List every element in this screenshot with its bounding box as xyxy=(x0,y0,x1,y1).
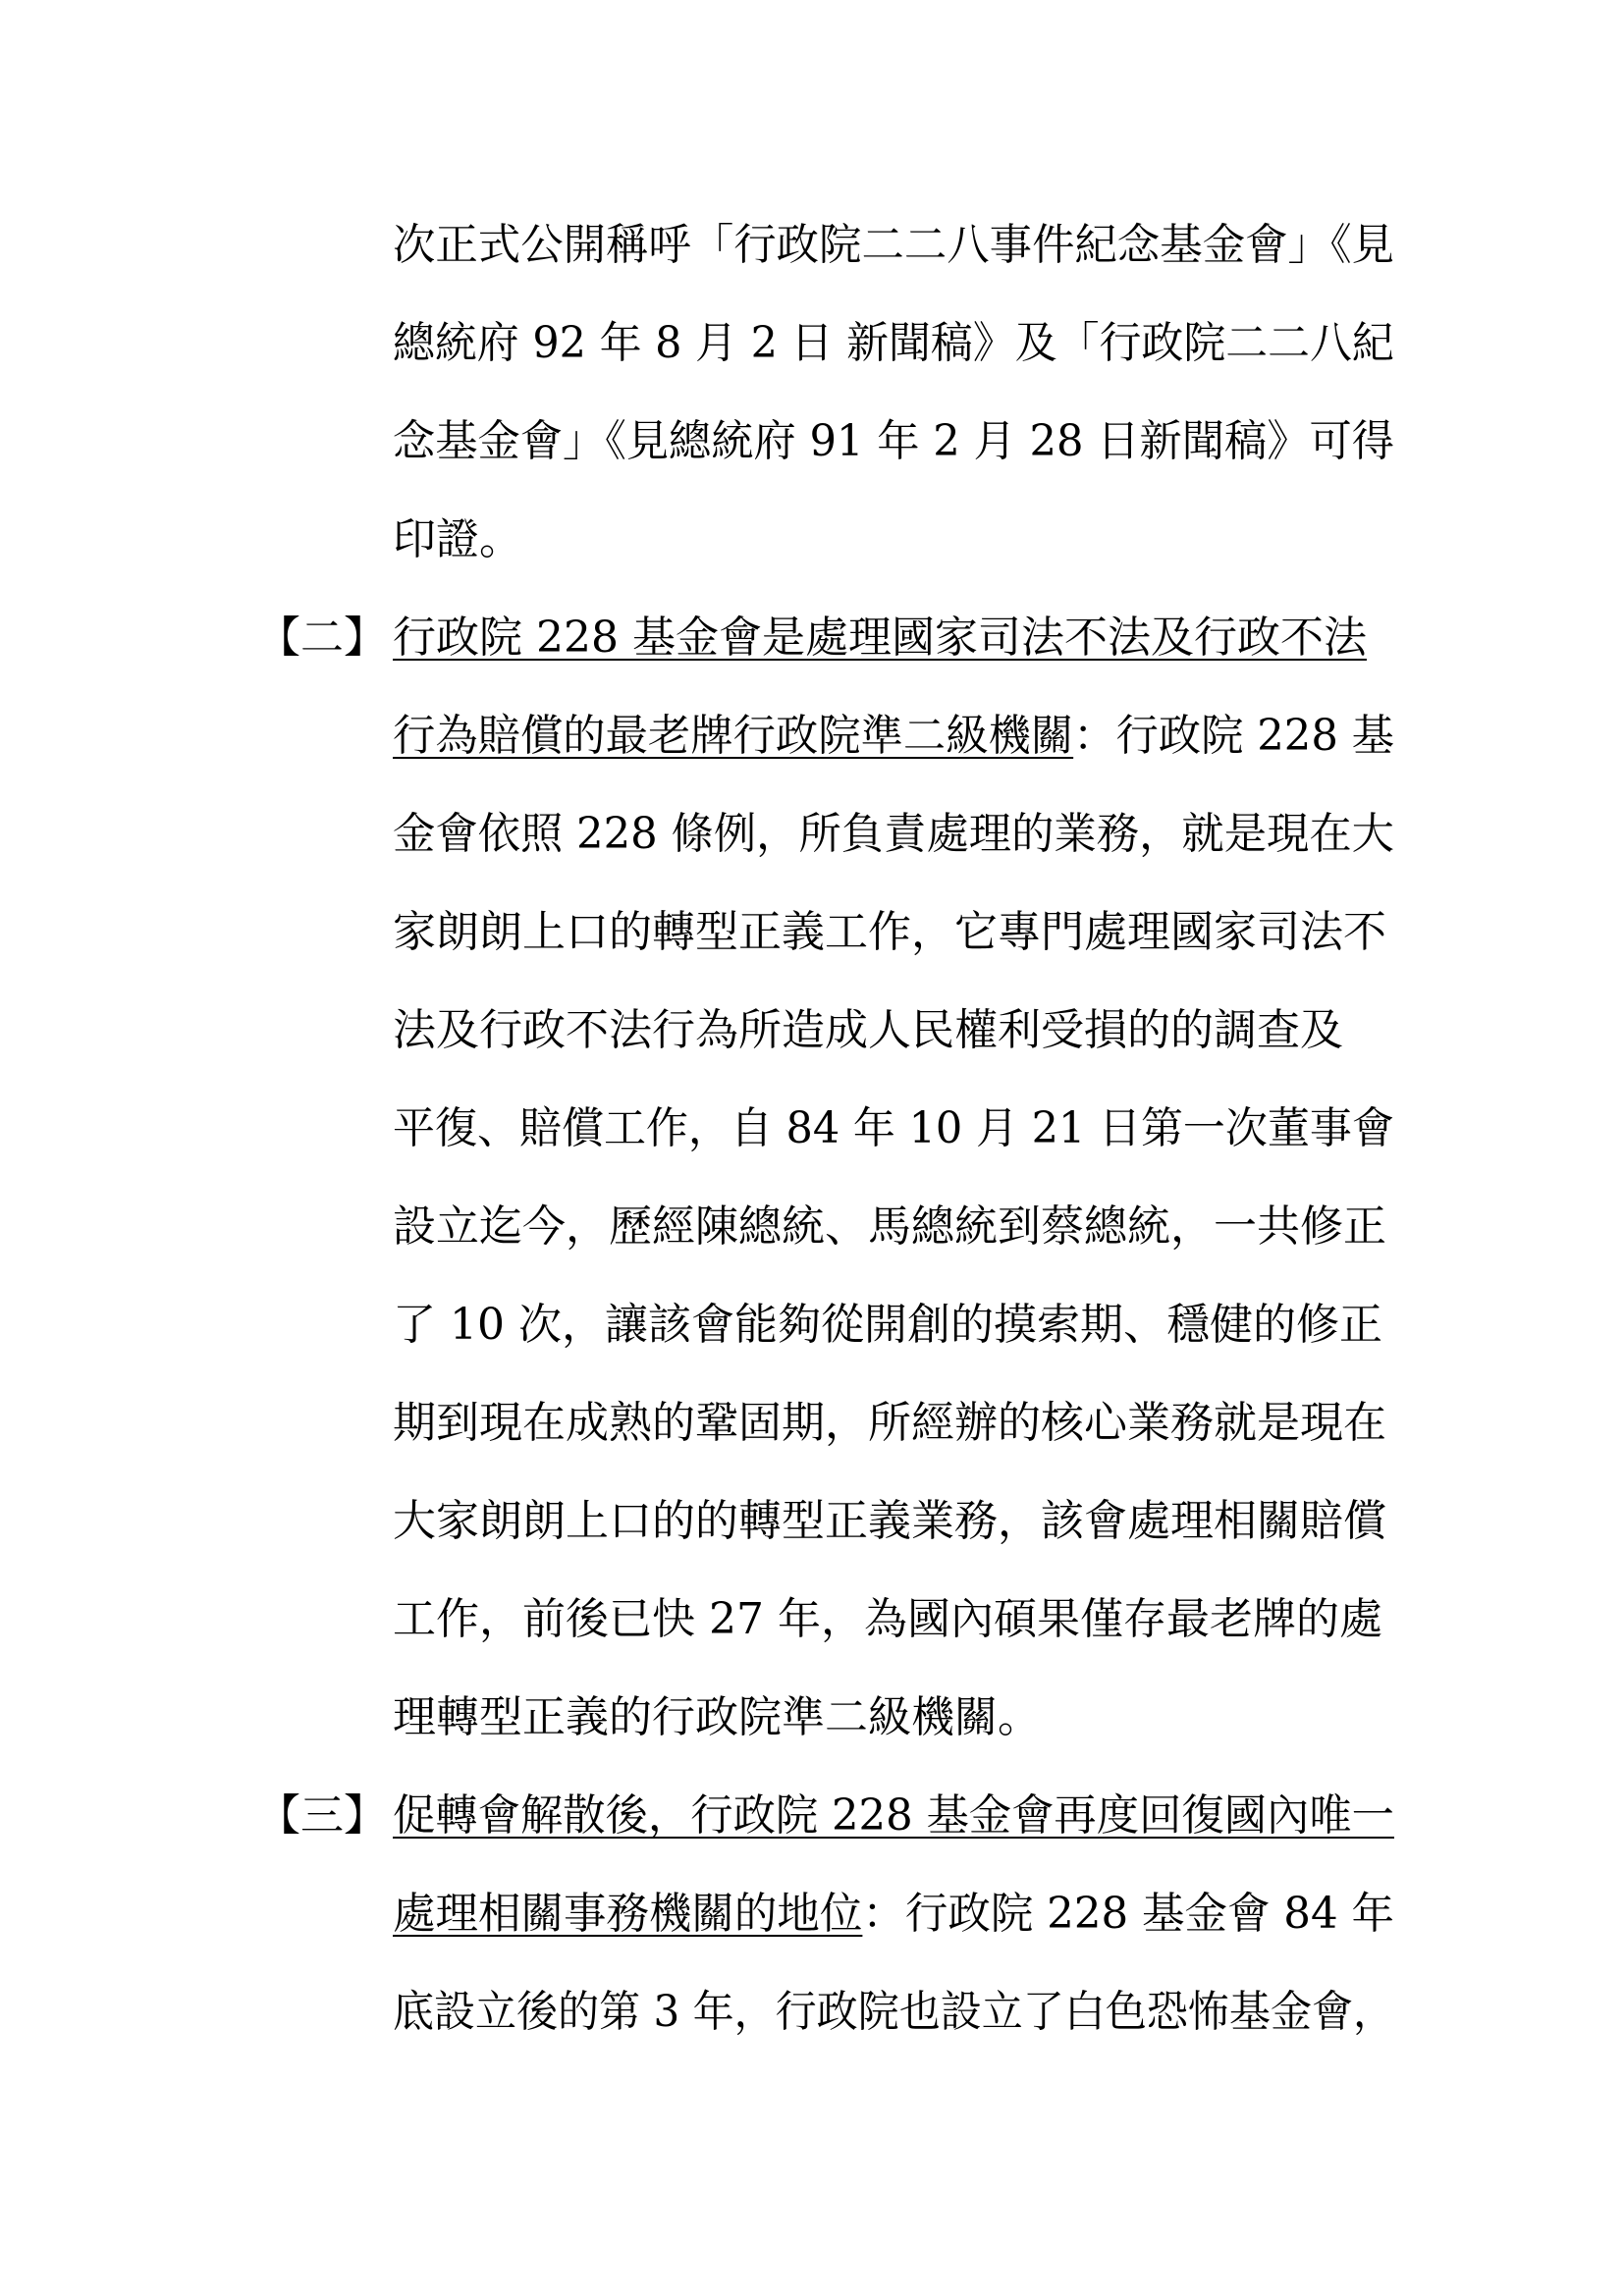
section-2-line: 設立迄今，歷經陳總統、馬總統到蔡總統，一共修正 xyxy=(393,1201,1386,1252)
section-3-heading-line-1: 促轉會解散後，行政院 228 基金會再度回復國內唯一 xyxy=(393,1790,1394,1841)
section-3-heading-underlined: 處理相關事務機關的地位 xyxy=(393,1889,863,1939)
section-2-marker: 【二】 xyxy=(257,613,387,663)
section-3-line: 底設立後的第 3 年，行政院也設立了白色恐怖基金會， xyxy=(393,1987,1395,2037)
section-2-line: 理轉型正義的行政院準二級機關。 xyxy=(393,1692,1041,1742)
section-2-line: 家朗朗上口的轉型正義工作，它專門處理國家司法不 xyxy=(393,907,1386,957)
section-3-heading-rest: ：行政院 228 基金會 84 年 xyxy=(862,1889,1394,1939)
section-2-line: 法及行政不法行為所造成人民權利受損的的調查及 xyxy=(393,1005,1343,1055)
section-3-marker: 【三】 xyxy=(257,1790,387,1841)
section-2-line: 平復、賠償工作，自 84 年 10 月 21 日第一次董事會 xyxy=(393,1103,1394,1153)
section-2-line: 金會依照 228 條例，所負責處理的業務，就是現在大 xyxy=(393,809,1394,859)
section-2-line: 大家朗朗上口的的轉型正義業務，該會處理相關賠償 xyxy=(393,1496,1386,1546)
intro-line-4: 印證。 xyxy=(393,514,522,564)
section-2-heading-underlined: 行為賠償的最老牌行政院準二級機關 xyxy=(393,711,1074,761)
section-2-heading-rest: ：行政院 228 基 xyxy=(1073,711,1395,761)
section-2-line: 期到現在成熟的鞏固期，所經辦的核心業務就是現在 xyxy=(393,1398,1386,1448)
section-2-heading-line-2 xyxy=(393,709,1394,764)
intro-line-3: 念基金會」《見總統府 91 年 2 月 28 日新聞稿》可得 xyxy=(393,416,1394,466)
intro-line-1: 次正式公開稱呼「行政院二二八事件紀念基金會」《見 xyxy=(393,220,1395,270)
intro-line-2: 總統府 92 年 8 月 2 日 新聞稿》及「行政院二二八紀 xyxy=(393,318,1394,368)
section-2-line: 工作，前後已快 27 年，為國內碩果僅存最老牌的處 xyxy=(393,1594,1382,1644)
section-2-line: 了 10 次，讓該會能夠從開創的摸索期、穩健的修正 xyxy=(393,1300,1382,1350)
section-2-heading-line-1: 行政院 228 基金會是處理國家司法不法及行政不法 xyxy=(393,613,1367,663)
section-3-heading-line-2 xyxy=(393,1887,1394,1942)
